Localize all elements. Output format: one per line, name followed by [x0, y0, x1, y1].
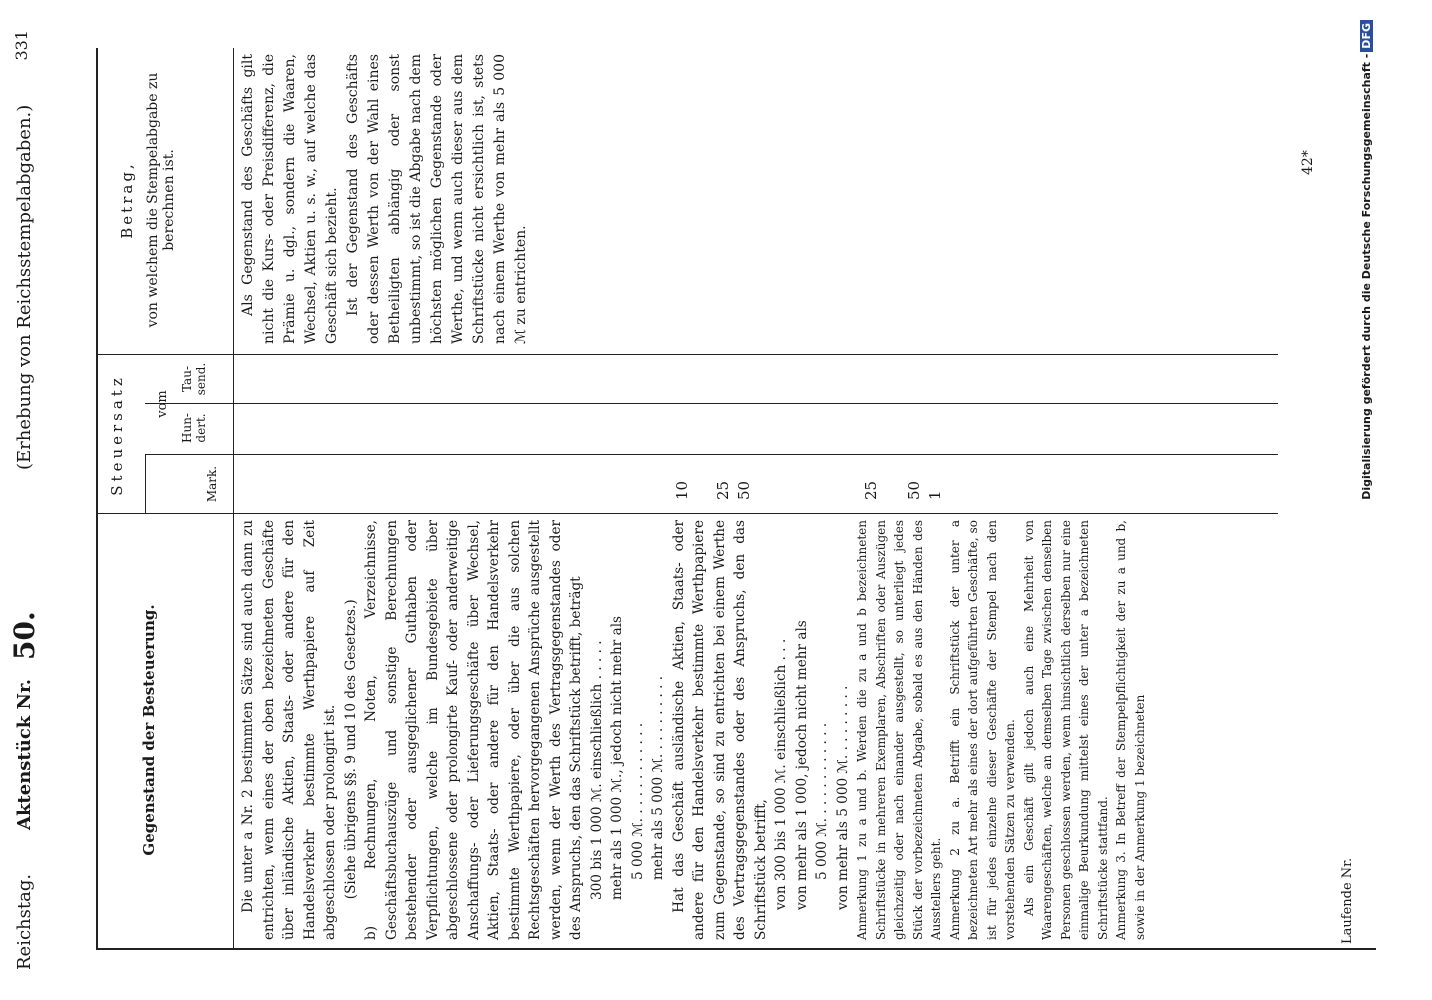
- header-center: Aktenstück Nr.: [14, 678, 35, 830]
- annotation-3: Anmerkung 3. In Betreff der Stempelpflichtigkeit der zu a und b, sowie in der Anmerkung 1 bezeichneten: [1114, 520, 1147, 940]
- amount-column-text: [238, 54, 532, 344]
- header-left: Reichstag.: [14, 873, 35, 970]
- subject-line-7: 5 000 ℳ. . . . . . . . . . . .: [814, 722, 830, 880]
- signature-mark: 42*: [1300, 150, 1316, 175]
- rate-value: 50: [905, 480, 923, 500]
- column-header-amount: Betrag,: [118, 161, 136, 239]
- mark-column-rule: [145, 454, 146, 514]
- rate-value: 25: [714, 480, 732, 500]
- subject-paragraph-2: (Siehe übrigens §§. 9 und 10 des Gesetzes.): [342, 599, 359, 900]
- amount-paragraph-2: Ist der Gegenstand des Geschäfts oder dessen Werth von der Wahl eines Betheiligten abhängig oder sonst unbestimmt, so ist die Abgabe nach dem höchsten möglichen Gegenstande oder Werthe, und wenn auch dieser aus dem Schriftstücke nicht ersichtlich ist, stets nach einem Werthe von mehr als 5 000 ℳ zu entrichten.: [345, 54, 529, 344]
- rate-value: 50: [735, 480, 753, 500]
- annotation-2: Anmerkung 2 zu a. Betrifft ein Schriftstück der unter a bezeichneten Art mehr als eines der dort aufgeführten Geschäfte, so ist für jedes einzelne dieser Geschäfte der Stempel nach den vorstehenden Sätzen zu verwenden.: [947, 520, 1017, 940]
- subject-line-2: mehr als 1 000 ℳ., jedoch nicht mehr als: [609, 615, 625, 900]
- subject-line-8: von mehr als 5 000 ℳ. . . . . . . . .: [834, 685, 851, 910]
- subject-line-4: mehr als 5 000 ℳ. . . . . . . . . .: [650, 675, 666, 880]
- subject-paragraph-foreign: Hat das Geschäft ausländische Aktien, Staats- oder andere für den Handelsverkehr bestimmte Werthpapiere zum Gegenstande, so sind zu entrichten bei einem Werthe des Vertragsgegenstandes oder des Anspruchs, den das Schriftstück betrifft,: [670, 520, 769, 940]
- subject-paragraph-b: b) Rechnungen, Noten, Verzeichnisse, Geschäftsbuchauszüge und sonstige Berechnungen bestehender oder ausgeglichener Guthaben oder Verpflichtungen, welche im Bundesgebiete über abgeschlossene oder prolongirte Kauf- oder anderweitige Anschaffungs- oder Lieferungsgeschäfte über Wechsel, Aktien, Staats- oder andere für den Handelsverkehr bestimmte Werthpapiere, oder über die aus solchen Rechtsgeschäften hervorgegangenen Ansprüche ausgestellt werden, wenn der Werth des Vertragsgegenstandes oder des Anspruchs, den das Schriftstück betrifft, beträgt: [363, 520, 584, 940]
- amount-paragraph-1: Als Gegenstand des Geschäfts gilt nicht die Kurs- oder Preisdifferenz, die Prämie u. dgl., sondern die Waaren, Wechsel, Aktien u. s. w., auf welche das Geschäft sich bezieht.: [240, 54, 340, 344]
- rate-value: 25: [862, 480, 880, 500]
- scan-credit-text: Digitalisierung gefördert durch die Deutsche Forschungsgemeinschaft -: [1360, 53, 1373, 500]
- dfg-logo: DFG: [1360, 20, 1373, 52]
- column-header-vom: vom: [155, 390, 170, 418]
- page-number: 331: [12, 30, 31, 61]
- running-header: [8, 30, 52, 970]
- table-top-rule: [96, 48, 98, 950]
- col-rule-1: [96, 948, 1376, 950]
- column-header-hundert: Hun-dert.: [180, 413, 208, 443]
- column-header-tausend: Tau-send.: [180, 362, 208, 396]
- subject-column-text: [238, 520, 1149, 940]
- subject-line-1: 300 bis 1 000 ℳ. einschließlich . . . . .: [588, 640, 605, 900]
- subject-line-3: 5 000 ℳ. . . . . . . . . . . .: [629, 722, 646, 880]
- subject-paragraph-1: Die unter a Nr. 2 bestimmten Sätze sind auch dann zu entrichten, wenn eines der oben bezeichneten Geschäfte über inländische Aktien, Staats- oder andere für den Handelsverkehr bestimmte Werthpapiere auf Zeit abgeschlossen oder prolongirt ist.: [240, 520, 338, 940]
- column-header-amount-sub: von welchem die Stempelabgabe zu berechnen ist.: [145, 72, 177, 328]
- subject-line-5: von 300 bis 1 000 ℳ. einschließlich . . .: [773, 638, 789, 910]
- column-header-subject: Gegenstand der Besteuerung.: [140, 604, 158, 856]
- rate-value: 1: [926, 490, 944, 500]
- header-number: 50.: [8, 611, 41, 660]
- subject-line-6: von mehr als 1 000, jedoch nicht mehr als: [793, 620, 810, 910]
- scan-credit: [1360, 20, 1373, 980]
- annotation-1: Anmerkung 1 zu a und b. Werden die zu a und b bezeichneten Schriftstücke in mehreren Exemplaren, Abschriften oder Auszügen gleichzeitig oder nach einander ausgestellt, so unterliegt jedes Stück der vorbezeichneten Abgabe, sobald es aus den Händen des Ausstellers geht.: [855, 520, 943, 940]
- col-rule-4: [145, 403, 1278, 404]
- sidebar-column-label: Laufende Nr.: [1340, 857, 1355, 944]
- header-bottom-rule: [233, 48, 234, 950]
- column-header-rate: Steuersatz: [108, 374, 126, 496]
- col-rule-3: [145, 454, 1278, 455]
- header-right: (Erhebung von Reichsstempelabgaben.): [14, 104, 35, 470]
- col-rule-2: [96, 513, 1278, 514]
- column-header-mark: Mark.: [205, 465, 219, 503]
- col-rule-5: [96, 354, 1278, 355]
- rate-value: 10: [673, 480, 691, 500]
- annotation-2b: Als ein Geschäft gilt jedoch auch eine Mehrheit von Waarengeschäften, welche an demselben Tage zwischen denselben Personen geschlossen werden, wenn hinsichtlich derselben nur eine einmalige Beurkundung mittelst eines der unter a bezeichneten Schriftstücke stattfand.: [1021, 520, 1110, 940]
